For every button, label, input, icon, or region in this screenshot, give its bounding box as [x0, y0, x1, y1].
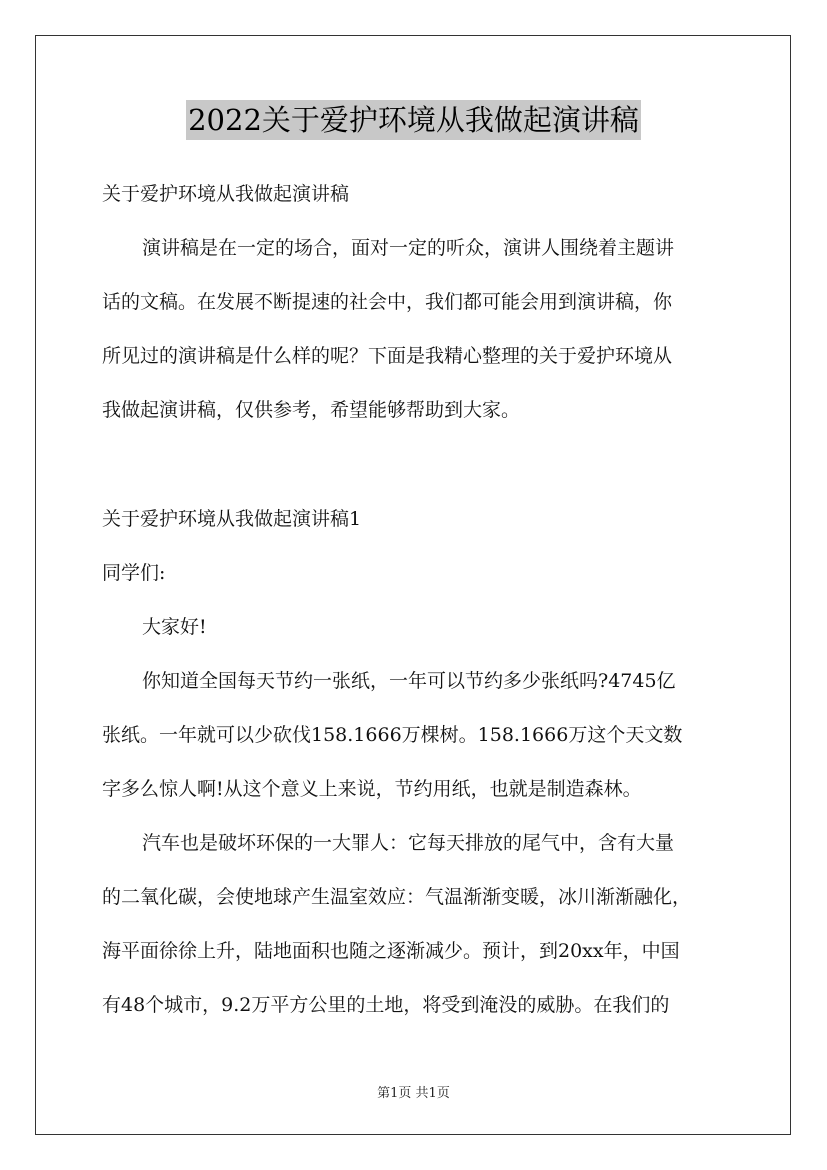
section-heading: 关于爱护环境从我做起演讲稿1	[102, 508, 362, 530]
salutation: 同学们:	[102, 562, 166, 584]
paragraph-line: 海平面徐徐上升，陆地面积也随之逐渐减少。预计，到20xx年，中国	[102, 940, 680, 962]
paragraph-line: 话的文稿。在发展不断提速的社会中，我们都可能会用到演讲稿，你	[102, 291, 673, 313]
paragraph-line: 汽车也是破坏环保的一大罪人：它每天排放的尾气中，含有大量	[142, 832, 675, 854]
paragraph-line: 我做起演讲稿，仅供参考，希望能够帮助到大家。	[102, 399, 521, 421]
paragraph-line: 张纸。一年就可以少砍伐158.1666万棵树。158.1666万这个天文数	[102, 724, 683, 746]
paragraph-line: 字多么惊人啊!从这个意义上来说，节约用纸，也就是制造森林。	[102, 778, 642, 800]
page-footer: 第1页 共1页	[377, 1086, 450, 1101]
paragraph-line: 演讲稿是在一定的场合，面对一定的听众，演讲人围绕着主题讲	[142, 237, 675, 259]
subtitle-line: 关于爱护环境从我做起演讲稿	[102, 183, 350, 205]
document-title: 2022关于爱护环境从我做起演讲稿	[186, 100, 641, 140]
title-container	[0, 100, 827, 140]
paragraph-line: 有48个城市，9.2万平方公里的土地，将受到淹没的威胁。在我们的	[102, 994, 670, 1016]
paragraph-line: 的二氧化碳，会使地球产生温室效应：气温渐渐变暖，冰川渐渐融化，	[102, 886, 692, 908]
paragraph-line: 你知道全国每天节约一张纸，一年可以节约多少张纸吗?4745亿	[142, 670, 676, 692]
paragraph-line: 所见过的演讲稿是什么样的呢？下面是我精心整理的关于爱护环境从	[102, 345, 673, 367]
greeting: 大家好!	[142, 616, 207, 638]
